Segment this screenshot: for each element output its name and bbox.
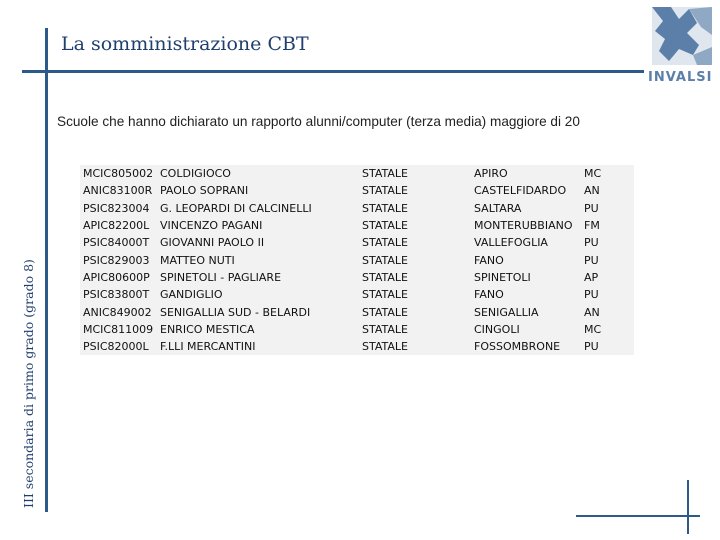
province-cell: AN: [584, 305, 600, 319]
school-type-cell: STATALE: [362, 270, 408, 284]
school-name-cell: G. LEOPARDI DI CALCINELLI: [160, 201, 312, 215]
school-code-cell: APIC80600P: [83, 270, 150, 284]
school-code-cell: PSIC823004: [83, 201, 150, 215]
table-row: [80, 303, 634, 320]
corner-rule-vertical: [687, 480, 689, 534]
table-row: [80, 234, 634, 251]
school-code-cell: PSIC829003: [83, 253, 150, 267]
school-name-cell: SPINETOLI - PAGLIARE: [160, 270, 282, 284]
school-name-cell: SENIGALLIA SUD - BELARDI: [160, 305, 311, 319]
school-type-cell: STATALE: [362, 305, 408, 319]
province-cell: PU: [584, 236, 599, 250]
school-name-cell: MATTEO NUTI: [160, 253, 235, 267]
school-name-cell: PAOLO SOPRANI: [160, 184, 249, 198]
school-type-cell: STATALE: [362, 288, 408, 302]
school-name-cell: ENRICO MESTICA: [160, 322, 255, 336]
school-name-cell: F.LLI MERCANTINI: [160, 340, 256, 354]
school-code-cell: MCIC805002: [83, 167, 154, 181]
table-row: [80, 200, 634, 217]
municipality-cell: CINGOLI: [474, 322, 520, 336]
municipality-cell: MONTERUBBIANO: [474, 219, 573, 233]
school-type-cell: STATALE: [362, 167, 408, 181]
school-type-cell: STATALE: [362, 184, 408, 198]
table-row: [80, 338, 634, 355]
vertical-section-label: III secondaria di primo grado (grado 8): [21, 259, 36, 508]
municipality-cell: FANO: [474, 253, 504, 267]
municipality-cell: APIRO: [474, 167, 508, 181]
corner-rule-horizontal: [576, 515, 700, 517]
school-type-cell: STATALE: [362, 340, 408, 354]
school-name-cell: GIOVANNI PAOLO II: [160, 236, 265, 250]
school-code-cell: PSIC83800T: [83, 288, 150, 302]
school-code-cell: ANIC849002: [83, 305, 152, 319]
table-row: [80, 182, 634, 199]
school-type-cell: STATALE: [362, 236, 408, 250]
table-row: [80, 269, 634, 286]
school-code-cell: APIC82200L: [83, 219, 150, 233]
table-row: [80, 251, 634, 268]
school-name-cell: COLDIGIOCO: [160, 167, 231, 181]
province-cell: AN: [584, 184, 600, 198]
school-type-cell: STATALE: [362, 253, 408, 267]
province-cell: PU: [584, 253, 599, 267]
province-cell: AP: [584, 270, 599, 284]
municipality-cell: SENIGALLIA: [474, 305, 539, 319]
province-cell: PU: [584, 288, 599, 302]
title-rule: [22, 70, 644, 73]
slide-subtitle: Scuole che hanno dichiarato un rapporto alunni/computer (terza media) maggiore di 20: [57, 114, 580, 129]
table-row: [80, 286, 634, 303]
municipality-cell: SALTARA: [474, 201, 522, 215]
slide-title: La somministrazione CBT: [61, 33, 309, 55]
province-cell: PU: [584, 340, 599, 354]
province-cell: MC: [584, 322, 602, 336]
school-code-cell: PSIC82000L: [83, 340, 149, 354]
province-cell: MC: [584, 167, 602, 181]
municipality-cell: SPINETOLI: [474, 270, 531, 284]
school-code-cell: MCIC811009: [83, 322, 154, 336]
schools-table: [80, 165, 634, 355]
table-row: [80, 321, 634, 338]
left-rule: [45, 28, 48, 512]
province-cell: PU: [584, 201, 599, 215]
table-row: [80, 217, 634, 234]
municipality-cell: FANO: [474, 288, 504, 302]
logo-text: INVALSI: [648, 70, 713, 85]
school-code-cell: PSIC84000T: [83, 236, 150, 250]
school-name-cell: VINCENZO PAGANI: [160, 219, 263, 233]
school-type-cell: STATALE: [362, 201, 408, 215]
school-type-cell: STATALE: [362, 219, 408, 233]
school-code-cell: ANIC83100R: [83, 184, 153, 198]
school-type-cell: STATALE: [362, 322, 408, 336]
table-row: [80, 165, 634, 182]
municipality-cell: CASTELFIDARDO: [474, 184, 567, 198]
schools-table-panel: [80, 165, 634, 355]
school-name-cell: GANDIGLIO: [160, 288, 223, 302]
province-cell: FM: [584, 219, 600, 233]
municipality-cell: FOSSOMBRONE: [474, 340, 561, 354]
municipality-cell: VALLEFOGLIA: [474, 236, 548, 250]
